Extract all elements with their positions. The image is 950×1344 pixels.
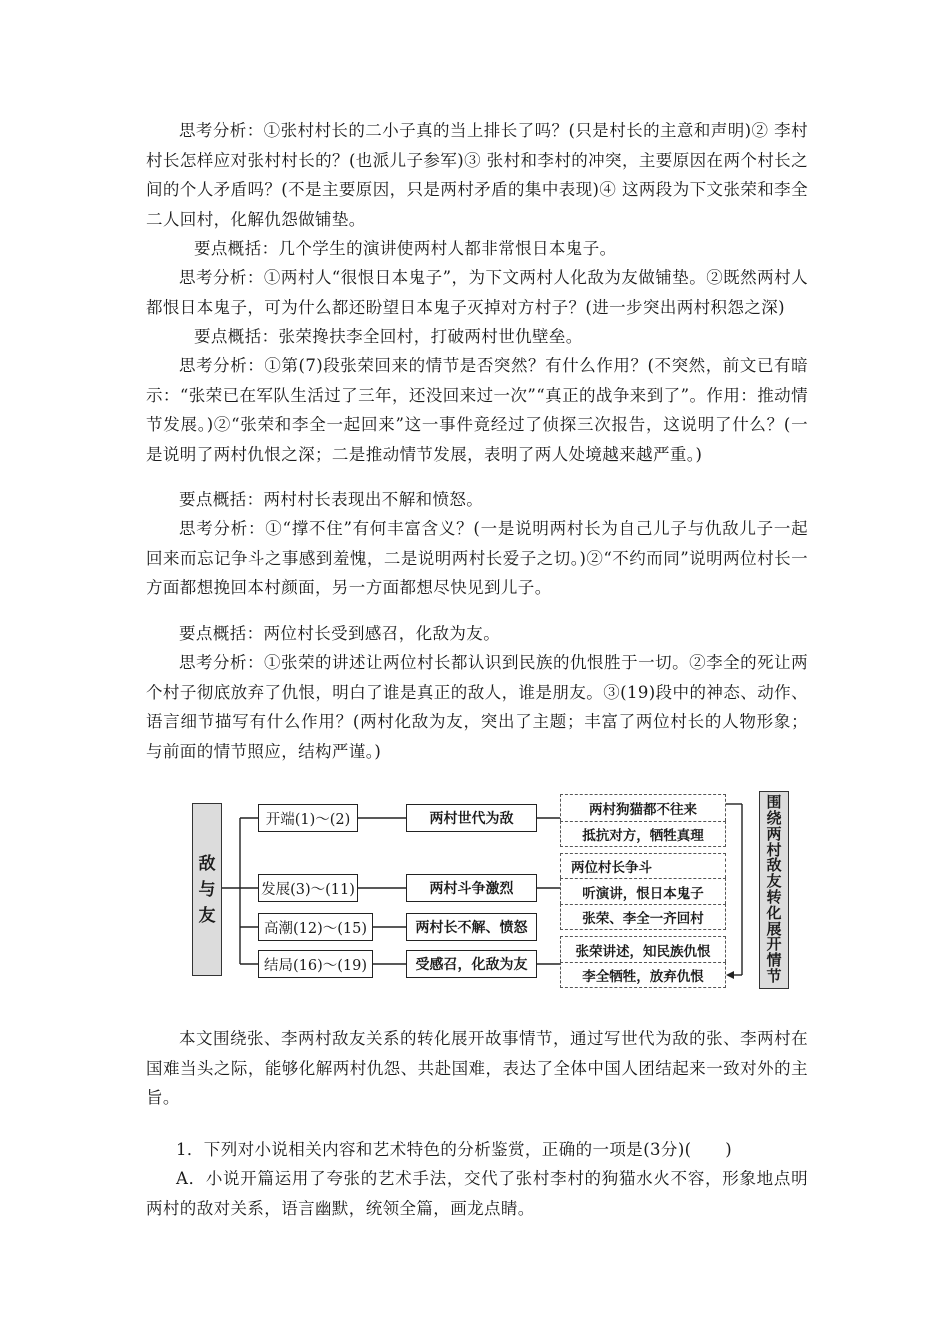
side-char: 转: [766, 888, 782, 906]
stage-box: 高潮(12)～(15): [258, 913, 373, 941]
option-a: A．小说开篇运用了夸张的艺术手法，交代了张村李村的狗猫水火不容，形象地点明两村的敌对关系，语言幽默，统领全篇，画龙点睛。: [146, 1169, 808, 1218]
side-char: 化: [766, 903, 782, 922]
analysis-paragraph: 思考分析：①两村人“很恨日本鬼子”，为下文两村人化敌为友做铺垫。②既然两村人都恨日本鬼子，可为什么都还盼望日本鬼子灭掉对方村子？(进一步突出两村积怨之深): [146, 268, 808, 317]
summary-box: 受感召，化敌为友: [406, 950, 537, 978]
detail-box: 张荣、李全一齐回村: [560, 904, 726, 930]
summary-paragraph: 要点概括：两位村长受到感召，化敌为友。: [179, 624, 501, 643]
diagram-root-box: [192, 803, 222, 976]
detail-box: 抵抗对方，牺牲真理: [560, 821, 726, 847]
side-char: 情: [766, 951, 782, 970]
diagram-side-label: [759, 791, 789, 989]
question-stem: 1．下列对小说相关内容和艺术特色的分析鉴赏，正确的一项是(3分)( ): [176, 1140, 733, 1159]
theme-summary-paragraph: 本文围绕张、李两村敌友关系的转化展开故事情节，通过写世代为敌的张、李两村在国难当头之际，能够化解两村仇怨、共赴国难，表达了全体中国人团结起来一致对外的主旨。: [146, 1029, 808, 1107]
side-char: 两: [766, 824, 782, 843]
analysis-paragraph: 思考分析：①张村村长的二小子真的当上排长了吗？(只是村长的主意和声明)② 李村村长怎样应对张村村长的？(也派儿子参军)③ 张村和李村的冲突，主要原因在两个村长之间的个人矛盾吗？(不是主要原因，只是两村矛盾的集中表现)④ 这两段为下文张荣和李全二人回村，化解仇怨做铺垫。: [146, 121, 808, 229]
stage-box: 开端(1)～(2): [258, 804, 358, 832]
stage-box: 结局(16)～(19): [258, 950, 373, 978]
summary-paragraph: 要点概括：张荣搀扶李全回村，打破两村世仇壁垒。: [194, 327, 583, 346]
side-char: 友: [766, 872, 782, 891]
detail-box: 张荣讲述，知民族仇恨: [560, 936, 726, 962]
root-char: 友: [198, 905, 216, 926]
detail-box: 两位村长争斗: [560, 853, 726, 878]
summary-box: 两村世代为敌: [406, 804, 537, 832]
side-char: 节: [766, 966, 782, 985]
side-char: 绕: [766, 809, 782, 828]
root-char: 与: [198, 879, 216, 900]
summary-box: 两村斗争激烈: [406, 874, 537, 902]
side-char: 开: [766, 935, 782, 954]
summary-paragraph: 要点概括：两村村长表现出不解和愤怒。: [179, 490, 484, 509]
side-char: 村: [766, 840, 782, 859]
side-char: 敌: [766, 856, 782, 875]
summary-box: 两村长不解、愤怒: [406, 913, 537, 941]
analysis-paragraph: 思考分析：①张荣的讲述让两位村长都认识到民族的仇恨胜于一切。②李全的死让两个村子彻底放弃了仇恨，明白了谁是真正的敌人，谁是朋友。③(19)段中的神态、动作、语言细节描写有什么作用？(两村化敌为友，突出了主题；丰富了两位村长的人物形象；与前面的情节照应，结构严谨。): [146, 653, 808, 761]
detail-box: 听演讲，恨日本鬼子: [560, 878, 726, 904]
root-char: 敌: [198, 853, 216, 874]
detail-box: 两村狗猫都不往来: [560, 794, 726, 821]
detail-box: 李全牺牲，放弃仇恨: [560, 962, 726, 988]
side-char: 围: [766, 793, 782, 812]
stage-box: 发展(3)～(11): [258, 874, 358, 902]
summary-paragraph: 要点概括：几个学生的演讲使两村人都非常恨日本鬼子。: [194, 239, 617, 258]
side-char: 展: [766, 919, 782, 938]
analysis-paragraph: 思考分析：①“撑不住”有何丰富含义？(一是说明两村长为自己儿子与仇敌儿子一起回来而忘记争斗之事感到羞愧，二是说明两村长爱子之切。)②“不约而同”说明两位村长一方面都想挽回本村颜面，另一方面都想尽快见到儿子。: [146, 519, 808, 597]
analysis-paragraph: 思考分析：①第(7)段张荣回来的情节是否突然？有什么作用？(不突然，前文已有暗示：“张荣已在军队生活过了三年，还没回来过一次”“真正的战争来到了”。作用：推动情节发展。)②“张荣和李全一起回来”这一事件竟经过了侦探三次报告，这说明了什么？(一是说明了两村仇恨之深；二是推动情节发展，表明了两人处境越来越严重。): [146, 356, 808, 464]
